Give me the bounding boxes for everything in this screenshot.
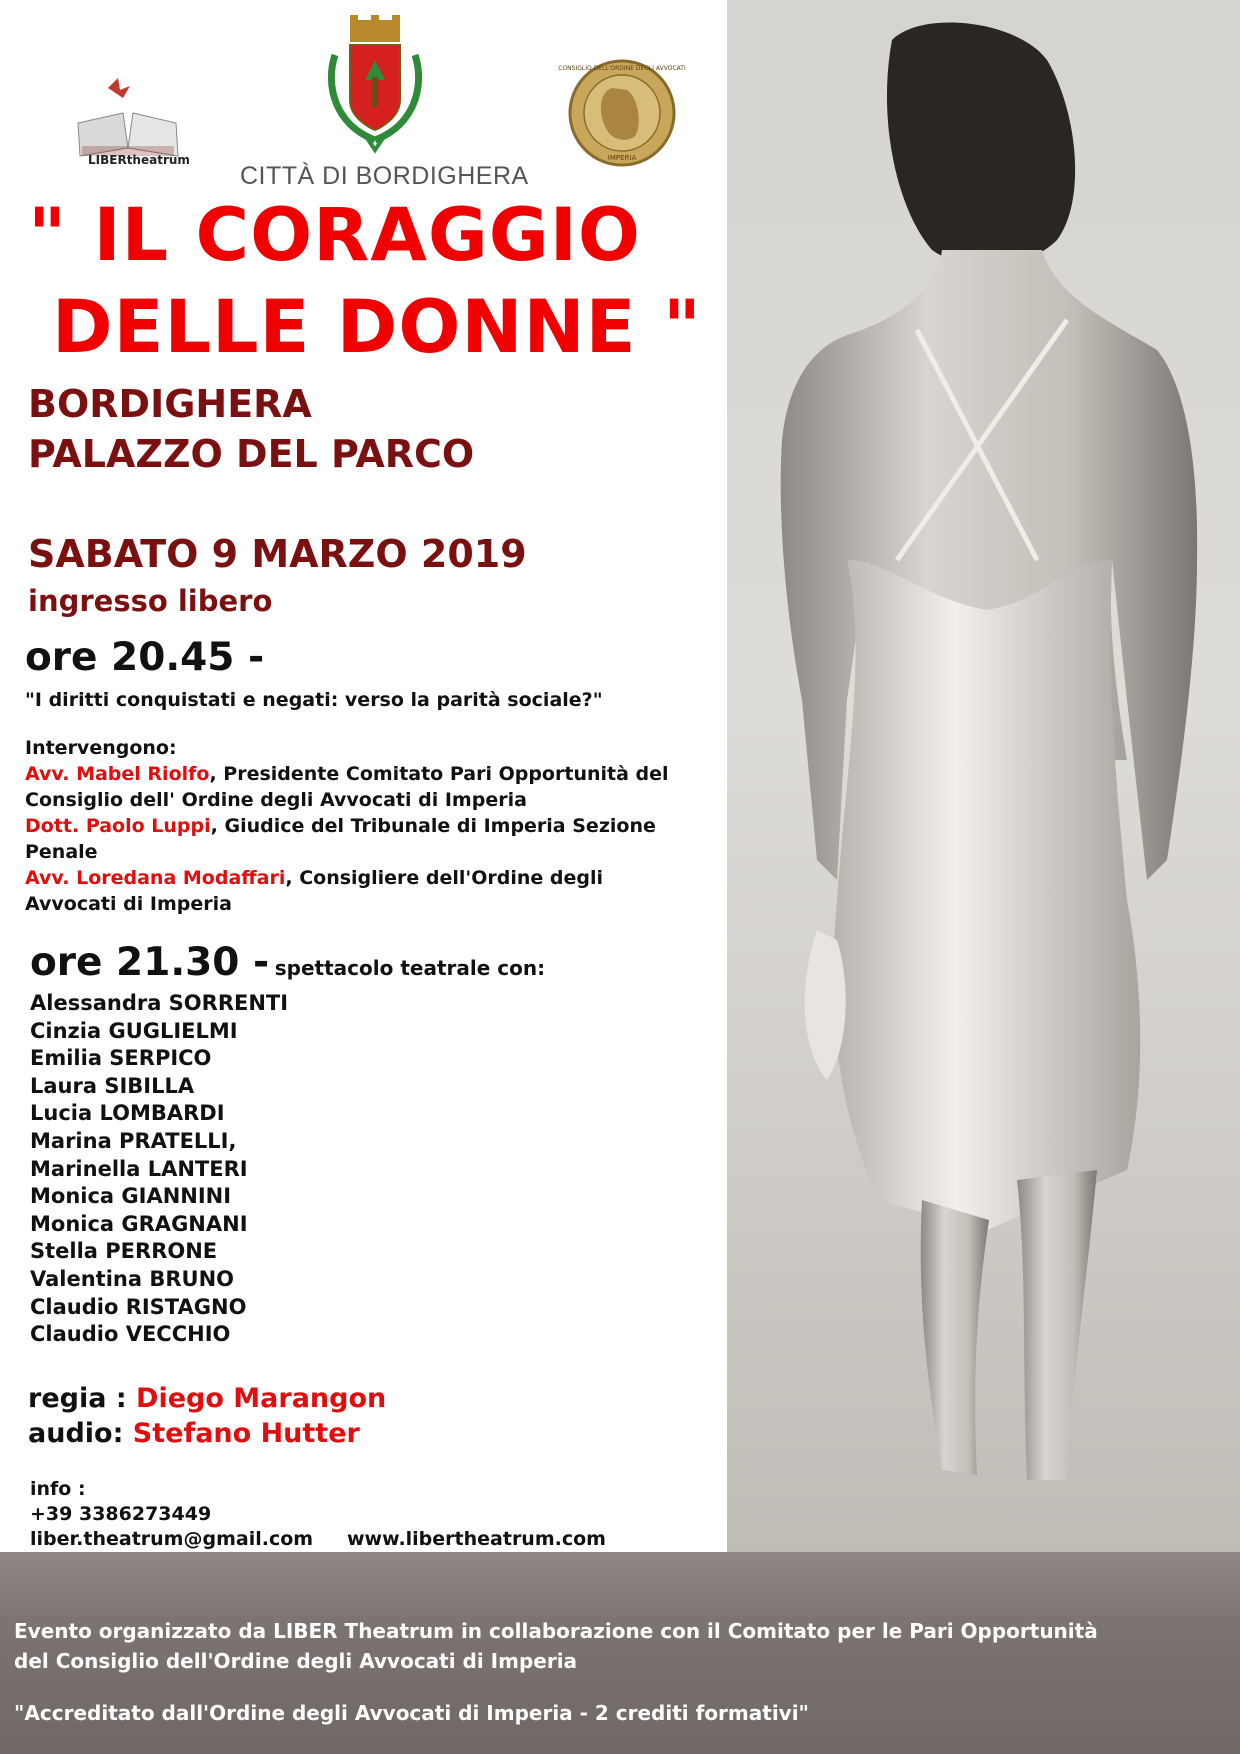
- info-email: liber.theatrum@gmail.com: [30, 1528, 314, 1550]
- audio-label: audio:: [28, 1418, 133, 1449]
- speaker-3-role: , Consigliere dell'Ordine degli: [285, 867, 604, 889]
- city-name: CITTÀ DI BORDIGHERA: [240, 162, 529, 190]
- cast-member: Claudio VECCHIO: [30, 1322, 231, 1347]
- cast-list: [30, 990, 288, 1349]
- cast-member: Monica GIANNINI: [30, 1184, 232, 1209]
- title-line-1: " IL CORAGGIO: [28, 193, 641, 278]
- speaker-3: [25, 865, 603, 891]
- cast-member: Claudio RISTAGNO: [30, 1294, 247, 1319]
- bordighera-coat-of-arms: [320, 15, 430, 155]
- regia-label: regia :: [28, 1383, 137, 1414]
- footer-line-2: del Consiglio dell'Ordine degli Avvocati di Imperia: [14, 1649, 578, 1673]
- speaker-3-role-cont: Avvocati di Imperia: [25, 893, 232, 915]
- footer-credits: "Accreditato dall'Ordine degli Avvocati di Imperia - 2 crediti formativi": [14, 1701, 809, 1725]
- location-venue: PALAZZO DEL PARCO: [28, 432, 475, 476]
- session1-topic: "I diritti conquistati e negati: verso la parità sociale?": [25, 689, 603, 711]
- speaker-2-name: Dott. Paolo Luppi: [25, 815, 211, 837]
- footer-line-1: Evento organizzato da LIBER Theatrum in collaborazione con il Comitato per le Pari Opportunità: [14, 1619, 1098, 1643]
- ordine-avvocati-seal: [558, 58, 686, 168]
- speaker-1-role: , Presidente Comitato Pari Opportunità del: [209, 763, 669, 785]
- info-website: www.libertheatrum.com: [347, 1528, 606, 1550]
- seal-ring-text: CONSIGLIO DELL'ORDINE DEGLI AVVOCATI: [558, 65, 686, 72]
- woman-walking-figure: [727, 0, 1240, 1555]
- event-date: SABATO 9 MARZO 2019: [28, 532, 527, 576]
- info-label: info :: [30, 1478, 86, 1500]
- cast-member: Monica GRAGNANI: [30, 1211, 248, 1236]
- session2-time: ore 21.30 -: [30, 940, 270, 985]
- speaker-2-role-cont: Penale: [25, 841, 98, 863]
- info-phone: +39 3386273449: [30, 1503, 212, 1525]
- cast-member: Emilia SERPICO: [30, 1046, 212, 1071]
- seal-bottom-text: IMPERIA: [607, 154, 637, 162]
- regia-credit: [28, 1383, 386, 1414]
- speaker-1: [25, 761, 669, 787]
- regia-name: Diego Marangon: [136, 1383, 387, 1414]
- speaker-1-role-cont: Consiglio dell' Ordine degli Avvocati di Imperia: [25, 789, 527, 811]
- cast-member: Lucia LOMBARDI: [30, 1101, 225, 1126]
- liber-theatrum-logo: [68, 68, 188, 168]
- liber-theatrum-logo-text: LIBERtheatrum: [88, 153, 190, 167]
- cast-member: Marina PRATELLI,: [30, 1128, 237, 1153]
- session1-time: ore 20.45 -: [25, 635, 265, 680]
- cast-member: Laura SIBILLA: [30, 1073, 195, 1098]
- entry-note: ingresso libero: [28, 584, 273, 618]
- session2-header: [30, 940, 545, 985]
- location-city: BORDIGHERA: [28, 382, 312, 426]
- session2-desc: spettacolo teatrale con:: [274, 956, 546, 980]
- cast-member: Alessandra SORRENTI: [30, 991, 289, 1015]
- speaker-1-name: Avv. Mabel Riolfo: [25, 763, 210, 785]
- speakers-label: Intervengono:: [25, 737, 177, 759]
- cast-member: Valentina BRUNO: [30, 1266, 234, 1291]
- title-line-2: DELLE DONNE ": [52, 285, 702, 370]
- audio-name: Stefano Hutter: [132, 1418, 360, 1449]
- speaker-2: [25, 813, 656, 839]
- speaker-3-name: Avv. Loredana Modaffari: [25, 867, 286, 889]
- audio-credit: [28, 1418, 360, 1449]
- cast-member: Stella PERRONE: [30, 1239, 218, 1264]
- speaker-2-role: , Giudice del Tribunale di Imperia Sezione: [210, 815, 656, 837]
- cast-member: Marinella LANTERI: [30, 1156, 248, 1181]
- cast-member: Cinzia GUGLIELMI: [30, 1018, 238, 1043]
